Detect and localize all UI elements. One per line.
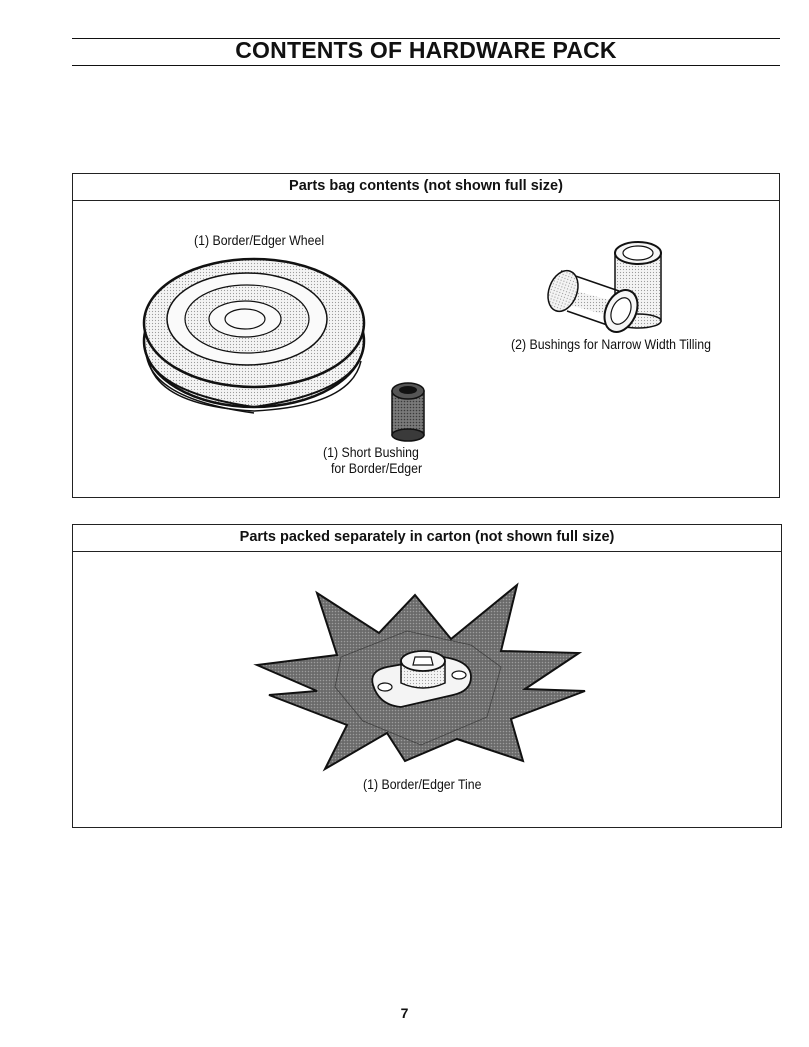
edger-wheel-icon bbox=[144, 259, 364, 413]
page-number: 7 bbox=[400, 1005, 409, 1021]
bushing-pair-icon bbox=[543, 242, 661, 337]
edger-tine-icon bbox=[257, 585, 585, 769]
parts-bag-panel bbox=[72, 173, 780, 498]
bushings-caption: (2) Bushings for Narrow Width Tilling bbox=[511, 336, 711, 352]
title-rule-bottom bbox=[72, 65, 780, 66]
short-bushing-icon bbox=[392, 383, 424, 441]
page-title: CONTENTS OF HARDWARE PACK bbox=[235, 37, 617, 63]
short-bushing-caption-line2: for Border/Edger bbox=[331, 460, 423, 476]
tine-caption: (1) Border/Edger Tine bbox=[363, 776, 482, 792]
carton-panel bbox=[72, 524, 782, 828]
wheel-caption: (1) Border/Edger Wheel bbox=[194, 232, 325, 248]
parts-bag-header: Parts bag contents (not shown full size) bbox=[73, 174, 779, 201]
carton-header: Parts packed separately in carton (not shown full size) bbox=[73, 525, 781, 552]
short-bushing-caption-line1: (1) Short Bushing bbox=[323, 444, 419, 460]
